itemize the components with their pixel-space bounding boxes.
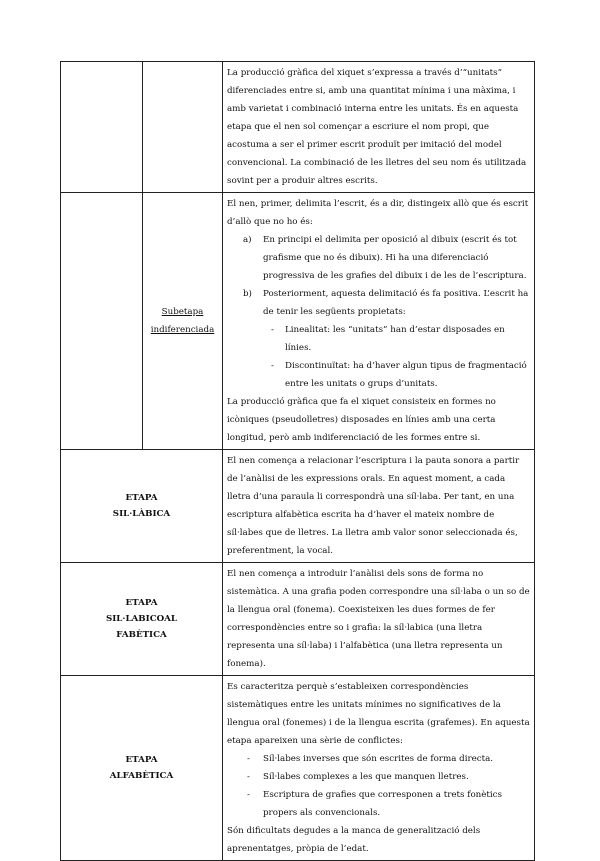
table-row <box>61 62 535 193</box>
table-row <box>61 676 535 861</box>
substage-cell <box>143 62 223 193</box>
list-item: b) Posteriorment, aquesta delimitació és fa positiva. L’escrit ha de tenir les següents propietats: <box>243 289 529 317</box>
substage-cell <box>143 193 223 450</box>
list-item: - Discontinuïtat: ha d’haver algun tipus de fragmentació entre les unitats o grups d’unitats. <box>271 361 527 389</box>
table-row <box>61 193 535 450</box>
stage-cell <box>61 62 143 193</box>
row1-text: La producció gràfica del xiquet s’expressa a través d’“unitats” diferenciades entre si, amb una quantitat mínima i una màxima, i amb varietat i combinació interna entre les unitats. És en aquesta etapa que el nen sol començar a escriure el nom propi, que acostuma a ser el primer escrit produït per imitació del model convencional. La combinació de les lletres del seu nom és utilitzada sovint per a produir altres escrits. <box>227 68 527 186</box>
properties-list <box>227 321 530 393</box>
row2-intro: El nen, primer, delimita l’escrit, és a dir, distingeix allò que és escrit d’allò que no ho és: <box>227 199 529 227</box>
stage-title: ETAPA <box>125 598 158 608</box>
description-cell <box>223 676 535 861</box>
row2-outro: La producció gràfica que fa el xiquet consisteix en formes no icòniques (pseudolletres) disposades en línies amb una certa longitud, però amb indiferenciació de les formes entre si. <box>227 397 496 443</box>
description-cell <box>223 193 535 450</box>
list-item: a) En principi el delimita per oposició al dibuix (escrit és tot grafisme que no és dibuix). Hi ha una diferenciació progressiva de les grafies del dibuix i de les de l’escriptura. <box>243 235 527 281</box>
row5-intro: Es caracteritza perquè s’estableixen correspondències sistemàtiques entre les unitats mínimes no significatives de la llengua oral (fonemes) i de la llengua escrita (grafemes). En aquesta etapa apareixen una sèrie de conflictes: <box>227 682 530 746</box>
list-item: - Linealitat: les “unitats” han d’estar disposades en línies. <box>271 325 505 353</box>
list-item: - Síl·labes inverses que són escrites de forma directa. <box>247 754 494 764</box>
row5-outro: Són dificultats degudes a la manca de generalització dels aprenentatges, pròpia de l’edat. <box>227 826 481 854</box>
description-cell <box>223 450 535 563</box>
stage-title: SIL·LÀBICA <box>112 509 171 519</box>
stage-cell <box>61 450 223 563</box>
table-row <box>61 450 535 563</box>
stage-cell <box>61 563 223 676</box>
stage-title: ETAPA <box>125 755 158 765</box>
stage-title: ETAPA <box>125 493 158 503</box>
stage-cell <box>61 676 223 861</box>
list-item: - Síl·labes complexes a les que manquen lletres. <box>247 772 469 782</box>
description-cell <box>223 62 535 193</box>
delimitation-list <box>227 231 530 321</box>
substage-label: Subetapa indiferenciada <box>150 307 215 335</box>
description-cell <box>223 563 535 676</box>
row4-text: El nen comença a introduir l’anàlisi dels sons de forma no sistemàtica. A una grafia poden correspondre una síl·laba o un so de la llengua oral (fonema). Coexisteixen les dues formes de fer correspondències entre so i grafia: la síl·labica (una lletra representa una síl·laba) i l’alfabètica (una lletra representa un fonema). <box>227 569 530 669</box>
conflicts-list <box>227 750 530 822</box>
list-item: - Escriptura de grafies que corresponen a trets fonètics propers als convencionals. <box>247 790 503 818</box>
stage-title: FABÈTICA <box>116 630 167 640</box>
row3-text: El nen comença a relacionar l’escriptura i la pauta sonora a partir de l’anàlisi de les expressions orals. En aquest moment, a cada lletra d’una paraula li correspondrà una síl·laba. Per tant, en una escriptura alfabètica escrita ha d’haver el mateix nombre de síl·labes que de lletres. La lletra amb valor sonor seleccionada és, preferentment, la vocal. <box>227 456 520 556</box>
stage-title: ALFABÈTICA <box>109 771 174 781</box>
table-row <box>61 563 535 676</box>
stage-title: SIL·LABICOAL <box>105 614 178 624</box>
stages-table <box>60 61 535 861</box>
stage-cell <box>61 193 143 450</box>
